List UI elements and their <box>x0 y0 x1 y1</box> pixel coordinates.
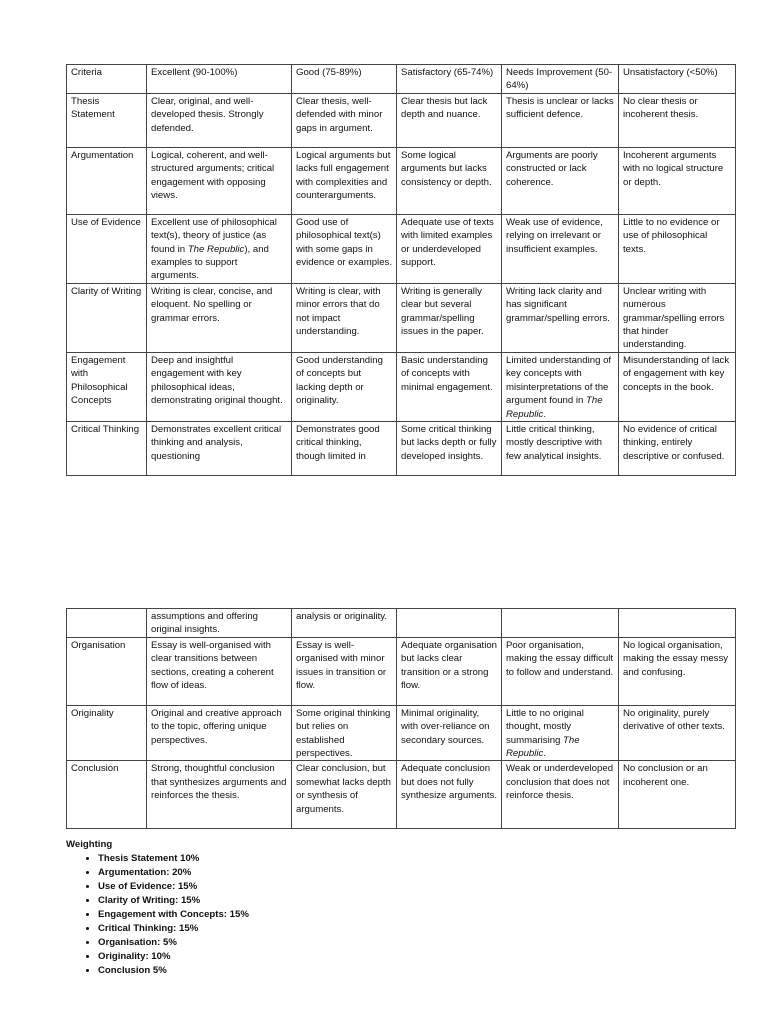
satisfactory-cell: Some critical thinking but lacks depth or fully developed insights. <box>397 421 502 475</box>
needs-improvement-text-end: . <box>543 748 547 760</box>
excellent-cell: Clear, original, and well-developed thesis. Strongly defended. <box>147 93 292 147</box>
criteria-cell: Clarity of Writing <box>67 283 147 352</box>
excellent-cell: Essay is well-organised with clear transitions between sections, creating a coherent flow of ideas. <box>147 637 292 705</box>
satisfactory-cell: Basic understanding of concepts with minimal engagement. <box>397 352 502 421</box>
excellent-cell: Demonstrates excellent critical thinking and analysis, questioning <box>147 421 292 475</box>
weighting-item: • Critical Thinking: 15% <box>98 922 249 936</box>
needs-improvement-cell: Little critical thinking, mostly descriptive with few analytical insights. <box>502 421 619 475</box>
header-satisfactory: Satisfactory (65-74%) <box>397 65 502 94</box>
excellent-text-end: ), and examples to support arguments. <box>151 243 269 282</box>
needs-improvement-cell: Poor organisation, making the essay difficult to follow and understand. <box>502 637 619 705</box>
satisfactory-cell: Clear thesis but lack depth and nuance. <box>397 93 502 147</box>
table-row <box>67 214 736 283</box>
satisfactory-cell: Adequate conclusion but does not fully synthesize arguments. <box>397 761 502 829</box>
criteria-cell <box>67 609 147 638</box>
needs-improvement-cell: Writing lack clarity and has significant grammar/spelling errors. <box>502 283 619 352</box>
needs-improvement-cell: Weak use of evidence, relying on irrelevant or insufficient examples. <box>502 214 619 283</box>
weighting-item: • Engagement with Concepts: 15% <box>98 908 249 922</box>
criteria-cell: Engagement with Philosophical Concepts <box>67 352 147 421</box>
excellent-cell: Strong, thoughtful conclusion that synthesizes arguments and reinforces the thesis. <box>147 761 292 829</box>
weighting-item: • Thesis Statement 10% <box>98 852 249 866</box>
weighting-list <box>66 852 249 978</box>
good-cell: Essay is well-organised with minor issues in transition or flow. <box>292 637 397 705</box>
table-row <box>67 637 736 705</box>
good-cell: Demonstrates good critical thinking, though limited in <box>292 421 397 475</box>
good-cell: Logical arguments but lacks full engagement with complexities and counterarguments. <box>292 147 397 214</box>
excellent-cell: Logical, coherent, and well-structured arguments; critical engagement with opposing views. <box>147 147 292 214</box>
weighting-item: • Clarity of Writing: 15% <box>98 894 249 908</box>
header-criteria: Criteria <box>67 65 147 94</box>
satisfactory-cell: Writing is generally clear but several grammar/spelling issues in the paper. <box>397 283 502 352</box>
criteria-cell: Originality <box>67 705 147 761</box>
good-cell: Writing is clear, with minor errors that do not impact understanding. <box>292 283 397 352</box>
table-header-row <box>67 65 736 94</box>
table-row <box>67 283 736 352</box>
header-good: Good (75-89%) <box>292 65 397 94</box>
rubric-table-part1 <box>66 64 736 476</box>
table-row <box>67 93 736 147</box>
good-cell: Good use of philosophical text(s) with some gaps in evidence or examples. <box>292 214 397 283</box>
needs-improvement-text-end: . <box>543 408 547 420</box>
good-cell: Some original thinking but relies on established perspectives. <box>292 705 397 761</box>
needs-improvement-cell <box>502 609 619 638</box>
header-excellent: Excellent (90-100%) <box>147 65 292 94</box>
good-cell: Clear conclusion, but somewhat lacks depth or synthesis of arguments. <box>292 761 397 829</box>
unsatisfactory-cell: Incoherent arguments with no logical structure or depth. <box>619 147 736 214</box>
excellent-cell: Writing is clear, concise, and eloquent. No spelling or grammar errors. <box>147 283 292 352</box>
weighting-item: • Argumentation: 20% <box>98 866 249 880</box>
table-row-continuation <box>67 609 736 638</box>
criteria-cell: Conclusion <box>67 761 147 829</box>
needs-improvement-text: Little to no original thought, mostly summarising <box>506 707 584 746</box>
weighting-item: • Organisation: 5% <box>98 936 249 950</box>
needs-improvement-text: Limited understanding of key concepts with misinterpretations of the argument found in <box>506 354 612 407</box>
weighting-item: • Conclusion 5% <box>98 964 249 978</box>
table-row <box>67 352 736 421</box>
excellent-cell: Deep and insightful engagement with key philosophical ideas, demonstrating original thought. <box>147 352 292 421</box>
header-needs-improvement: Needs Improvement (50-64%) <box>502 65 619 94</box>
book-title: The Republic <box>506 395 603 420</box>
criteria-cell: Critical Thinking <box>67 421 147 475</box>
table-row <box>67 705 736 761</box>
excellent-cell <box>147 214 292 283</box>
criteria-cell: Organisation <box>67 637 147 705</box>
satisfactory-cell: Minimal originality, with over-reliance on secondary sources. <box>397 705 502 761</box>
satisfactory-cell: Adequate use of texts with limited examples or underdeveloped support. <box>397 214 502 283</box>
table-row <box>67 147 736 214</box>
unsatisfactory-cell: Little to no evidence or use of philosophical texts. <box>619 214 736 283</box>
unsatisfactory-cell: No evidence of critical thinking, entirely descriptive or confused. <box>619 421 736 475</box>
criteria-cell: Thesis Statement <box>67 93 147 147</box>
satisfactory-cell <box>397 609 502 638</box>
good-cell: analysis or originality. <box>292 609 397 638</box>
unsatisfactory-cell: Misunderstanding of lack of engagement with key concepts in the book. <box>619 352 736 421</box>
header-unsatisfactory: Unsatisfactory (<50%) <box>619 65 736 94</box>
unsatisfactory-cell: Unclear writing with numerous grammar/spelling errors that hinder understanding. <box>619 283 736 352</box>
satisfactory-cell: Some logical arguments but lacks consistency or depth. <box>397 147 502 214</box>
needs-improvement-cell: Thesis is unclear or lacks sufficient defence. <box>502 93 619 147</box>
table-row <box>67 421 736 475</box>
unsatisfactory-cell: No conclusion or an incoherent one. <box>619 761 736 829</box>
rubric-table-part2 <box>66 608 736 829</box>
needs-improvement-cell <box>502 705 619 761</box>
excellent-text: Excellent use of philosophical text(s), theory of justice (as found in <box>151 216 277 255</box>
unsatisfactory-cell: No originality, purely derivative of other texts. <box>619 705 736 761</box>
needs-improvement-cell: Weak or underdeveloped conclusion that does not reinforce thesis. <box>502 761 619 829</box>
excellent-cell: assumptions and offering original insights. <box>147 609 292 638</box>
good-cell: Clear thesis, well-defended with minor gaps in argument. <box>292 93 397 147</box>
excellent-cell: Original and creative approach to the topic, offering unique perspectives. <box>147 705 292 761</box>
needs-improvement-cell <box>502 352 619 421</box>
weighting-item: • Originality: 10% <box>98 950 249 964</box>
criteria-cell: Use of Evidence <box>67 214 147 283</box>
unsatisfactory-cell: No logical organisation, making the essay messy and confusing. <box>619 637 736 705</box>
book-title: The Republic <box>506 734 580 760</box>
weighting-section <box>66 838 249 978</box>
satisfactory-cell: Adequate organisation but lacks clear transition or a strong flow. <box>397 637 502 705</box>
weighting-title: Weighting <box>66 839 113 850</box>
good-cell: Good understanding of concepts but lacking depth or originality. <box>292 352 397 421</box>
needs-improvement-cell: Arguments are poorly constructed or lack coherence. <box>502 147 619 214</box>
weighting-item: • Use of Evidence: 15% <box>98 880 249 894</box>
book-title: The Republic <box>187 243 245 255</box>
criteria-cell: Argumentation <box>67 147 147 214</box>
table-row <box>67 761 736 829</box>
unsatisfactory-cell: No clear thesis or incoherent thesis. <box>619 93 736 147</box>
unsatisfactory-cell <box>619 609 736 638</box>
